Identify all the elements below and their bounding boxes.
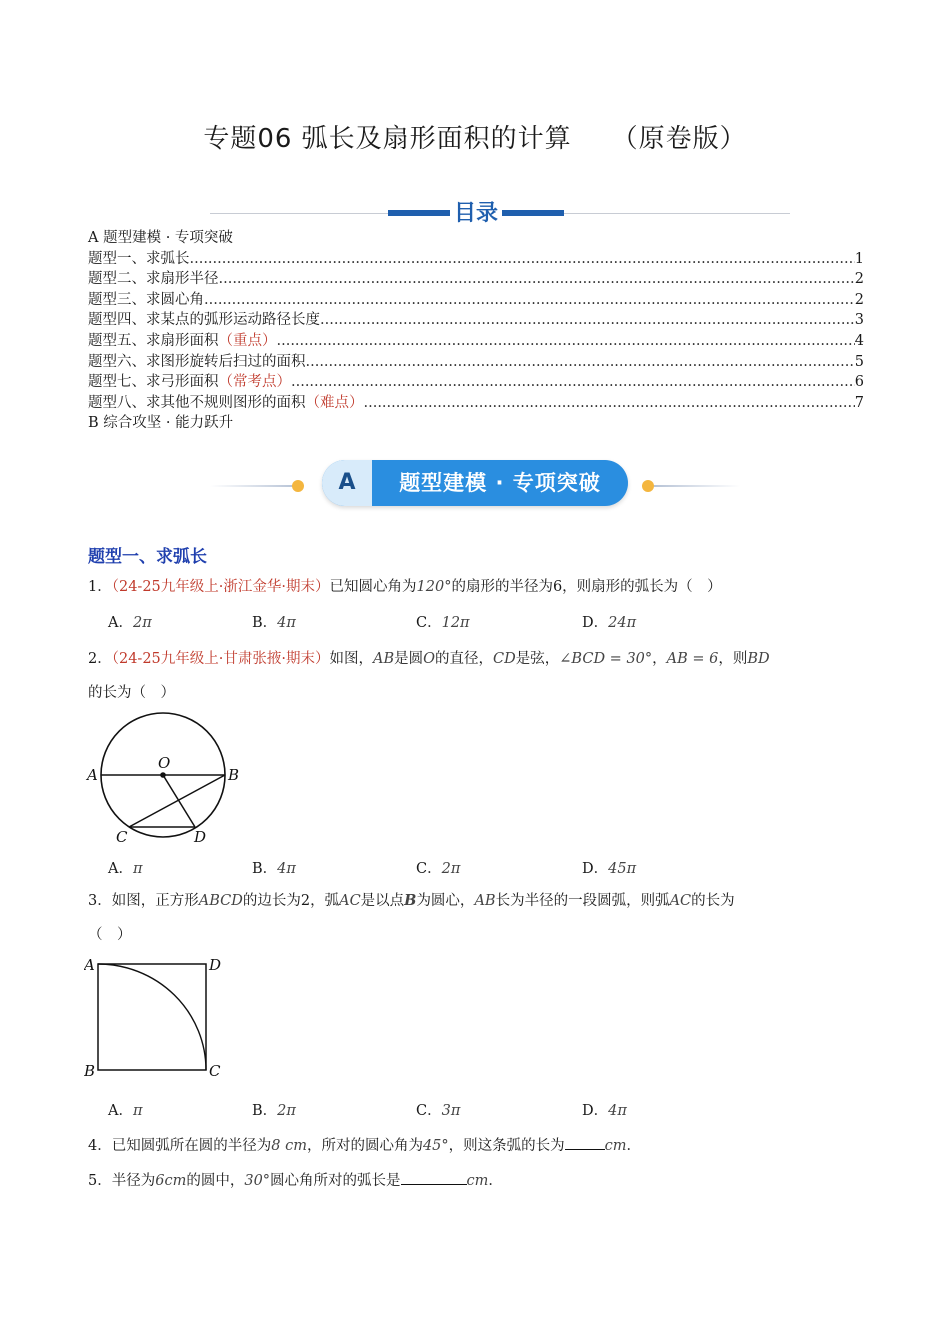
- toc-item-label: 题型八、求其他不规则图形的面积（难点）: [88, 394, 364, 411]
- answer-blank[interactable]: [565, 1135, 605, 1150]
- question-number: 2．: [88, 651, 112, 667]
- toc-item-label: 题型三、求圆心角: [88, 291, 204, 308]
- question-2-line2: 的长为（ ）: [88, 685, 175, 701]
- toc-item-tag: （重点）: [218, 332, 277, 349]
- toc-heading: [210, 196, 790, 230]
- option-d[interactable]: D．24π: [582, 615, 637, 631]
- option-c[interactable]: C．12π: [416, 615, 470, 631]
- question-3-line2: （ ）: [88, 927, 132, 943]
- toc-item-page: 5: [854, 353, 864, 370]
- question-source: （24-25九年级上·浙江金华·期末）: [111, 579, 330, 595]
- banner-pill: [322, 460, 628, 506]
- figure-circle: [84, 712, 244, 850]
- toc-item-tag: （常考点）: [218, 374, 291, 391]
- banner-letter: A: [322, 460, 372, 506]
- label-a: A: [84, 956, 95, 974]
- label-b: B: [228, 766, 240, 784]
- question-4: 4．已知圆弧所在圆的半径为8 cm，所对的圆心角为45°，则这条弧的长为 cm．: [88, 1135, 863, 1157]
- toc-item-label: 题型六、求图形旋转后扫过的面积: [88, 353, 306, 370]
- label-d: D: [194, 828, 207, 846]
- question-5: 5．半径为6cm的圆中，30°圆心角所对的弧长是 cm．: [88, 1170, 863, 1192]
- option-b[interactable]: B．2π: [252, 1103, 296, 1119]
- toc-bar-right: [502, 210, 564, 216]
- option-c[interactable]: C．3π: [416, 1103, 461, 1119]
- square-outline: [98, 964, 206, 1070]
- toc-item-tag: （难点）: [305, 394, 364, 411]
- question-number: 4．: [88, 1138, 112, 1154]
- banner-text: 题型建模 · 专项突破: [399, 471, 601, 495]
- toc-item[interactable]: [88, 352, 864, 373]
- label-c: C: [209, 1062, 221, 1080]
- title-main: 专题06 弧长及扇形面积的计算: [203, 124, 572, 154]
- toc-divider-left: [210, 213, 388, 214]
- label-c: C: [116, 828, 128, 846]
- label-o: O: [158, 754, 171, 772]
- label-d: D: [209, 956, 222, 974]
- option-d[interactable]: D．45π: [582, 861, 637, 877]
- toc-heading-text: 目录: [453, 201, 498, 226]
- banner-dot-left: [292, 480, 304, 492]
- option-b[interactable]: B．4π: [252, 615, 296, 631]
- segment-cb: [129, 775, 225, 827]
- toc-item[interactable]: [88, 393, 864, 414]
- toc-bar-left: [388, 210, 450, 216]
- center-point: [160, 772, 166, 778]
- toc-item-label: 题型七、求弓形面积（常考点）: [88, 374, 291, 391]
- toc-item[interactable]: [88, 249, 864, 270]
- segment-od: [163, 775, 195, 827]
- arc-ac: [98, 964, 206, 1070]
- toc-item-page: 7: [854, 394, 864, 411]
- label-b: B: [84, 1062, 96, 1080]
- math-expr: 120°: [416, 579, 452, 595]
- question-2: 2．（24-25九年级上·甘肃张掖·期末）如图，AB是圆O的直径，CD是弦，∠BCD = 30°，AB = 6，则BD: [88, 651, 770, 667]
- option-d[interactable]: D．4π: [582, 1103, 627, 1119]
- option-b[interactable]: B．4π: [252, 861, 296, 877]
- toc-item-label: 题型五、求扇形面积（重点）: [88, 332, 277, 349]
- options-q1: [108, 611, 788, 633]
- toc-section-a[interactable]: A 题型建模 · 专项突破: [88, 230, 233, 246]
- page-title: [0, 118, 950, 155]
- options-q3: [108, 1099, 788, 1121]
- options-q2: [108, 857, 788, 879]
- answer-blank[interactable]: [401, 1170, 467, 1185]
- option-c[interactable]: C．2π: [416, 861, 461, 877]
- option-a[interactable]: A．π: [108, 861, 143, 877]
- section-banner: [200, 456, 750, 512]
- question-number: 3．: [88, 893, 112, 909]
- table-of-contents: [88, 228, 864, 434]
- toc-item-page: 3: [854, 312, 864, 329]
- toc-item-page: 2: [854, 291, 864, 308]
- toc-item[interactable]: [88, 269, 864, 290]
- toc-item[interactable]: [88, 290, 864, 311]
- toc-section-b[interactable]: B 综合攻坚 · 能力跃升: [88, 415, 234, 432]
- option-a[interactable]: A．2π: [108, 615, 152, 631]
- question-1: 1．（24-25九年级上·浙江金华·期末）已知圆心角为120°的扇形的半径为6，则扇形的弧长为（ ）: [88, 579, 722, 595]
- option-a[interactable]: A．π: [108, 1103, 143, 1119]
- toc-item[interactable]: [88, 331, 864, 352]
- question-3: 3．如图，正方形ABCD的边长为2，弧AC是以点B为圆心，AB长为半径的一段圆弧，则弧AC的长为: [88, 892, 735, 909]
- toc-item-page: 4: [854, 332, 864, 349]
- figure-square: [84, 952, 234, 1084]
- toc-item-label: 题型四、求某点的弧形运动路径长度: [88, 312, 320, 329]
- toc-item-page: 2: [854, 271, 864, 288]
- banner-dot-right: [642, 480, 654, 492]
- title-suffix: （原卷版）: [611, 124, 747, 154]
- question-number: 5．: [88, 1173, 112, 1189]
- toc-item-label: 题型二、求扇形半径: [88, 271, 219, 288]
- toc-item[interactable]: [88, 372, 864, 393]
- label-a: A: [87, 766, 98, 784]
- question-source: （24-25九年级上·甘肃张掖·期末）: [111, 651, 330, 667]
- toc-item-page: 1: [854, 250, 864, 267]
- toc-item-page: 6: [854, 374, 864, 391]
- section-title: 题型一、求弧长: [88, 547, 207, 567]
- toc-divider-right: [564, 213, 790, 214]
- toc-item-label: 题型一、求弧长: [88, 250, 190, 267]
- toc-item[interactable]: [88, 310, 864, 331]
- question-number: 1．: [88, 579, 112, 595]
